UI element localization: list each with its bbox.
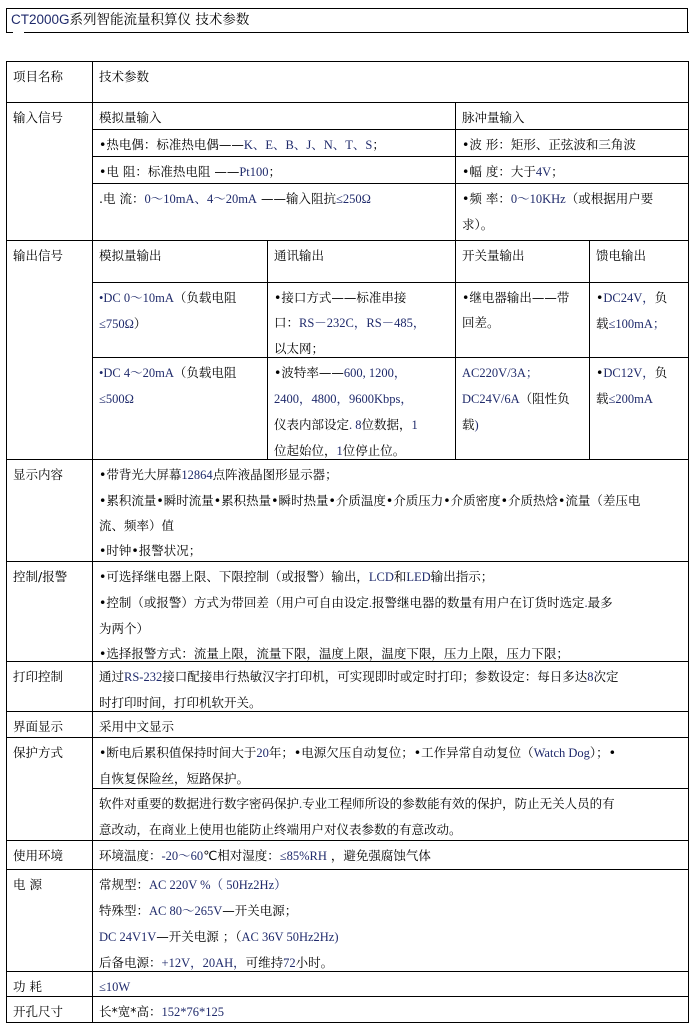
print-content [92,661,689,712]
text-segment: —开关电源 ；（ [156,929,242,944]
text-segment: •接口方式——标准串接 [274,290,407,305]
protection-software [92,788,689,841]
latin-text: •DC 0～10mA [99,291,174,305]
latin-text: 4V [535,165,552,179]
text-segment: ）；• [589,745,617,760]
text-line [596,285,688,311]
text-line [462,212,688,237]
latin-text: LCD [368,570,394,584]
text-segment: •电 阻：标准热电阻 —— [99,164,240,179]
text-segment: 次定 [593,669,619,684]
latin-text: +12V，20AH， [161,956,246,970]
comm-output-interface [267,282,456,358]
comm-output-baudrate [267,357,456,460]
text-segment: • [596,290,604,305]
latin-text: RS－232C，RS－485， [299,316,426,330]
text-line [99,690,688,712]
title-underline [24,32,689,33]
latin-text: AC 220V %（ 50Hz2Hz） [149,878,287,892]
control-label: 控制/报警 [6,561,93,662]
text-segment: 流、频率）值 [99,518,175,533]
text-segment: （或根据用户要 [565,191,654,206]
latin-text: 8 [587,670,594,684]
pulse-input-amplitude [455,156,689,184]
text-segment: （负载电阻 [173,365,237,380]
text-segment: •继电器输出——带 [462,290,570,305]
latin-text: 72 [283,956,296,970]
text-line [99,740,688,766]
analog-input-title: 模拟量输入 [92,102,456,130]
latin-text: ≤250Ω [335,192,371,206]
pulse-input-title: 脉冲量输入 [455,102,689,130]
text-line [99,817,688,841]
text-segment: —开关电源； [222,903,298,918]
latin-text: K、E、B、J、N、T、S [243,138,373,152]
pulse-input-frequency [455,183,689,241]
text-segment: 载 [596,316,609,331]
text-line [99,360,267,386]
pulse-input-waveform [455,129,689,157]
latin-text: 0～10KHz [510,192,566,206]
text-segment: .电 流： [99,191,145,206]
text-segment: 位起始位， [274,443,337,458]
latin-text: ≤500Ω [99,392,134,406]
latin-text: RS-232 [124,670,163,684]
text-segment: •可选择继电器上限、下限控制（或报警）输出， [99,569,369,584]
latin-text: Watch Dog [533,746,590,760]
text-line [99,974,688,997]
switch-output-relay [455,282,590,358]
text-segment: 载 [596,391,609,406]
text-line [462,310,589,335]
text-line [99,513,688,538]
text-segment: •时钟•报警状况； [99,543,202,558]
feed-output-12v [589,357,689,460]
analog-output-title: 模拟量输出 [92,240,268,283]
text-segment: 以太网； [274,341,325,356]
text-segment: 专业工程师所设的参数能有效的保护，防止无关人员的有 [302,796,615,811]
text-segment: （负载电阻 [173,290,237,305]
text-segment: 时打印时间，打印机软开关。 [99,695,262,710]
text-segment: •幅 度：大于 [462,164,536,179]
latin-text: . 8 [349,418,362,432]
document-title [11,11,249,29]
text-segment: 环境温度： [99,848,162,863]
text-segment: 位停止位。 [342,443,406,458]
text-segment: 口： [274,315,300,330]
text-segment: •热电偶：标准热电偶—— [99,137,244,152]
title-text: 系列智能流量积算仪 技术参数 [69,12,250,28]
latin-text: . [299,797,303,811]
analog-input-resistance [92,156,456,184]
text-line [99,386,267,412]
latin-text: 1 [411,418,418,432]
latin-text: 12864 [181,468,213,482]
latin-text: . [368,596,372,610]
display-label: 显示内容 [6,459,93,562]
latin-text: ) [474,418,479,432]
protection-label: 保护方式 [6,737,93,841]
power-content [92,869,689,972]
latin-text: 152*76*125 [161,1005,225,1019]
latin-text: LED [406,570,431,584]
feed-output-title: 馈电输出 [589,240,689,283]
latin-text: AC220V/3A； [462,366,539,380]
latin-text: ≤10W [99,980,131,994]
feed-output-24v [589,282,689,358]
text-segment: 和 [393,569,407,584]
latin-text: •DC 4～20mA [99,366,174,380]
text-segment: •波 形：矩形、正弦波和三角波 [462,137,636,152]
text-segment: 回差。 [462,315,500,330]
text-segment: ； [372,137,385,152]
text-line [596,360,688,386]
text-line [462,159,688,184]
text-line [99,641,688,662]
title-underline [6,32,13,33]
text-segment: 小时。 [295,955,334,970]
text-segment: 载 [462,417,475,432]
power-label: 电 源 [6,869,93,972]
analog-input-thermocouple [92,129,456,157]
text-line [274,438,455,460]
text-line [99,311,267,337]
text-segment: （阻性负 [519,391,570,406]
text-line [99,285,267,311]
text-segment: 软件对重要的数据进行数字密码保护 [99,796,300,811]
text-segment: 后备电源： [99,955,162,970]
text-line [99,616,688,641]
text-segment: 通过 [99,669,125,684]
text-line [99,843,688,869]
text-line [274,386,455,412]
comm-output-title: 通讯输出 [267,240,456,283]
latin-text: ≤100mA； [608,317,666,331]
consumption-content [92,971,689,997]
text-line [99,538,688,562]
text-segment: ； [551,164,564,179]
spec-table [6,61,689,1023]
analog-output-4-20ma [92,357,268,460]
display-content [92,459,689,562]
text-segment: 采用中文显示 [99,719,175,734]
text-line [274,336,455,358]
output-signal-label: 输出信号 [6,240,93,460]
text-line [99,950,688,972]
text-line [99,714,688,738]
latin-text: AC 80～265V [149,904,223,918]
latin-text: Pt100 [239,165,269,179]
text-segment: 报警继电器的数量有用户在订货时选定 [372,595,585,610]
switch-output-title: 开关量输出 [455,240,590,283]
latin-text: 0～10mA、4～20mA [144,192,257,206]
text-line [99,132,455,157]
text-line [274,412,455,438]
text-segment: 常规型： [99,877,150,892]
latin-text: DC24V， [603,291,655,305]
analog-output-0-10ma [92,282,268,358]
analog-input-current [92,183,456,241]
text-line [99,664,688,690]
text-segment: 长*宽*高： [99,1004,162,1019]
text-segment: 点阵液晶图形显示器； [212,467,338,482]
text-segment: •断电后累积值保持时间大于 [99,745,257,760]
text-line [99,791,688,817]
text-line [462,360,589,386]
consumption-label: 功 耗 [6,971,93,997]
text-line [596,386,688,412]
switch-output-rating [455,357,590,460]
cutout-label: 开孔尺寸 [6,996,93,1023]
text-line [99,186,455,212]
text-segment: 求）。 [462,217,494,232]
text-segment: 意改动，在商业上使用也能防止终端用户对仪表参数的有意改动。 [99,822,462,837]
protection-hardware [92,737,689,789]
text-segment: ） [133,316,147,331]
control-content [92,561,689,662]
text-segment: 位数据， [361,417,412,432]
text-line [99,999,688,1023]
text-segment: 最多 [587,595,613,610]
text-segment: ； [268,164,282,179]
text-segment: ，避免强腐蚀气体 [326,848,431,863]
latin-text: ≤750Ω [99,317,134,331]
text-line [99,462,688,488]
text-segment: • [596,365,604,380]
latin-text: 2400，4800，9600Kbps， [274,392,413,406]
text-line [462,386,589,412]
text-line [462,285,589,310]
text-segment: 接口配接串行热敏汉字打印机，可实现即时或定时打印；参数设定：每日多达 [162,669,588,684]
text-segment: 自恢复保险丝，短路保护。 [99,771,250,786]
latin-text: 20 [256,746,269,760]
text-segment: 年；•电源欠压自动复位；•工作异常自动复位（ [268,745,534,760]
text-segment: 负 [654,365,668,380]
latin-text: DC 24V1V [99,930,157,944]
text-line [99,898,688,924]
text-segment: ℃相对湿度： [203,848,280,863]
ui-display-content [92,711,689,738]
text-segment: •累积流量•瞬时流量•累积热量•瞬时热量•介质温度•介质压力•介质密度•介质热焓•流量（差压电 [99,493,641,508]
latin-text: ≤85%RH [279,849,327,863]
latin-text: ≤200mA [608,392,653,406]
latin-text: 1 [336,444,343,458]
text-segment: •波特率—— [274,365,344,380]
text-segment: 可维持 [245,955,284,970]
text-segment: 输出指示； [430,569,494,584]
cutout-content [92,996,689,1023]
text-segment: 负 [654,290,668,305]
environment-content [92,840,689,870]
text-segment: 仪表内部设定 [274,417,350,432]
text-line [462,412,589,438]
text-line [99,766,688,789]
text-segment: 特殊型： [99,903,150,918]
text-line [596,311,688,337]
ui-display-label: 界面显示 [6,711,93,738]
text-line [274,310,455,336]
text-line [99,488,688,513]
text-line [99,159,455,184]
text-segment: •带背光大屏幕 [99,467,182,482]
print-label: 打印控制 [6,661,93,712]
header-spec: 技术参数 [92,61,689,103]
text-line [99,872,688,898]
latin-text: DC24V/6A [462,392,520,406]
text-line [99,564,688,590]
latin-text: DC12V， [603,366,655,380]
text-segment: 为两个） [99,621,150,636]
text-line [462,132,688,157]
text-line [274,285,455,310]
text-line [462,186,688,212]
text-segment: •选择报警方式：流量上限，流量下限，温度上限，温度下限，压力上限，压力下限； [99,646,569,661]
input-signal-label: 输入信号 [6,102,93,241]
text-segment: •控制（或报警）方式为带回差（用户可自由设定 [99,595,369,610]
text-line [99,924,688,950]
text-segment: •频 率： [462,191,511,206]
header-item-name: 项目名称 [6,61,93,103]
title-model: CT2000G [11,12,70,27]
latin-text: AC 36V 50Hz2Hz) [241,930,339,944]
latin-text: 600, 1200， [343,366,407,380]
latin-text: -20～60 [161,849,204,863]
text-line [274,360,455,386]
text-segment: ——输入阻抗 [256,191,336,206]
latin-text: . [584,596,588,610]
text-line [99,590,688,616]
environment-label: 使用环境 [6,840,93,870]
